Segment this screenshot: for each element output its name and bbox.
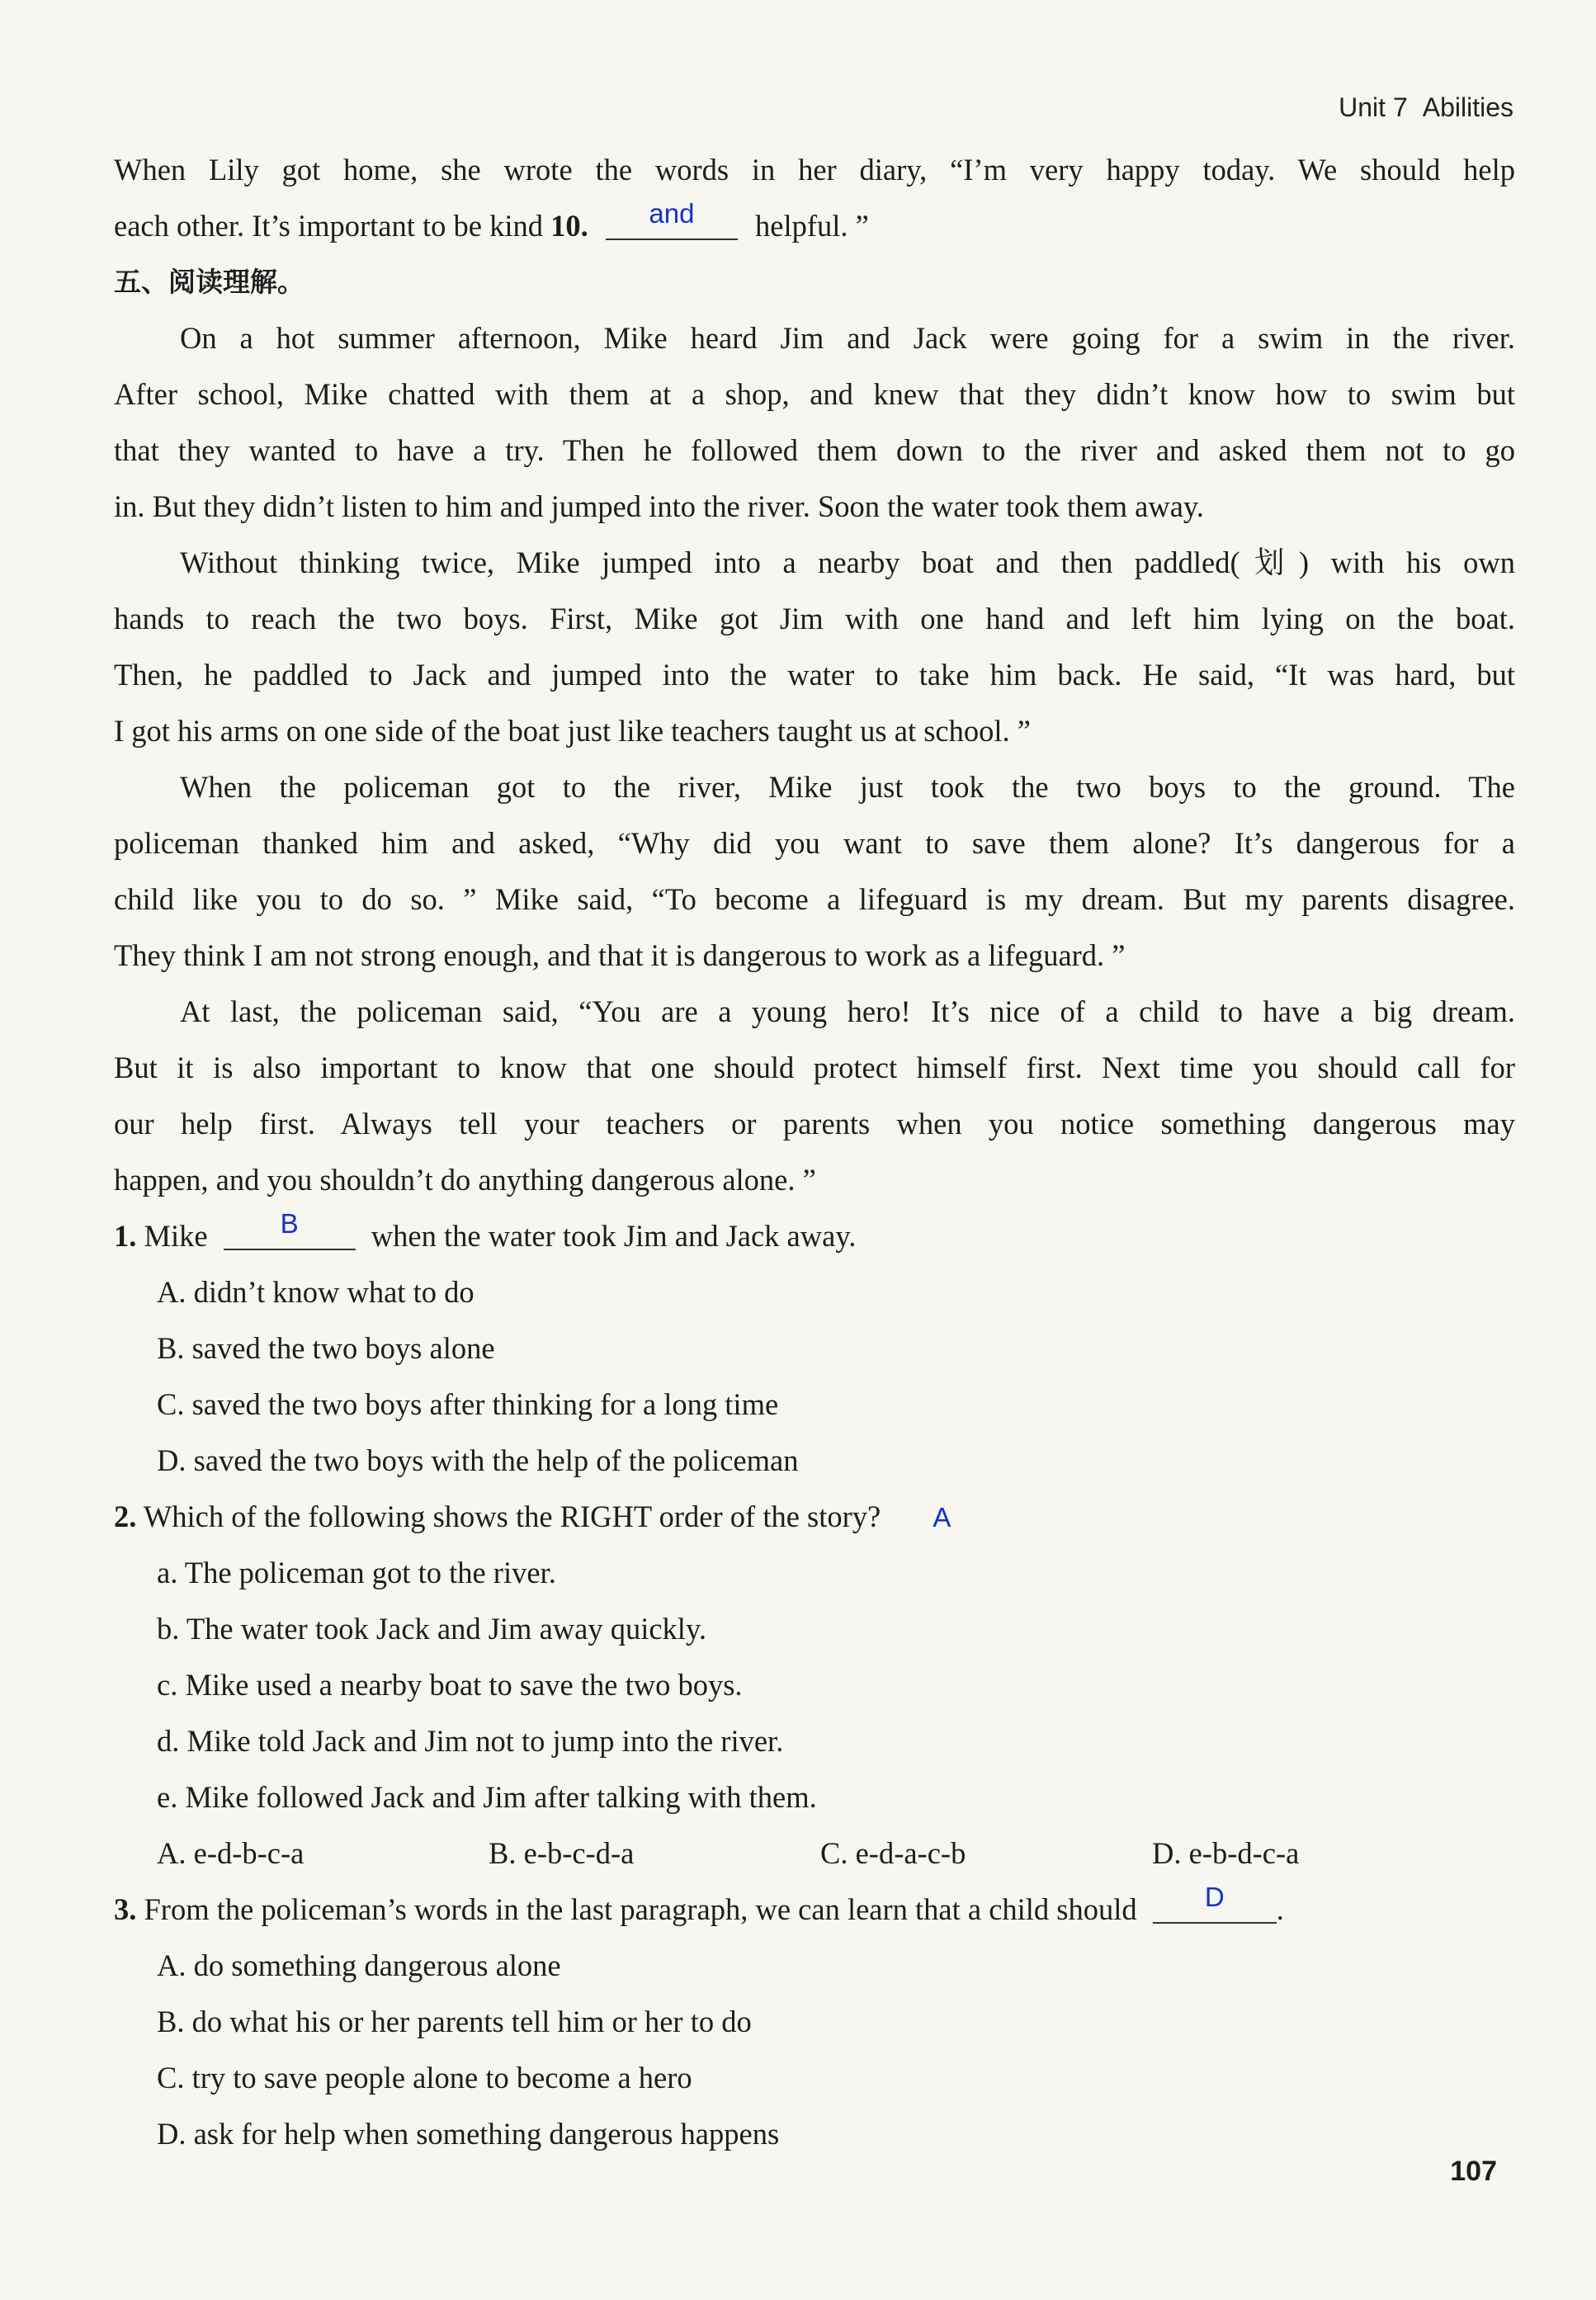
question-1: [114, 1208, 1515, 1489]
passage-line: On a hot summer afternoon, Mike heard Jim and Jack were going for a swim in the river.: [180, 321, 1515, 355]
passage-line: in. But they didn’t listen to him and jumped into the river. Soon the water took them away.: [114, 489, 1204, 523]
story-item: b. The water took Jack and Jim away quickly.: [157, 1612, 706, 1646]
unit-title: Abilities: [1422, 92, 1513, 122]
option: D. ask for help when something dangerous happens: [157, 2117, 780, 2151]
passage-line: When the policeman got to the river, Mike just took the two boys to the ground. The: [180, 770, 1515, 804]
option: C. try to save people alone to become a hero: [157, 2061, 692, 2095]
text-line: each other. It’s important to be kind 10. and helpful. ”: [114, 198, 869, 243]
answer-blank: [224, 1208, 356, 1250]
page-header: [1324, 92, 1513, 123]
option: B. do what his or her parents tell him or her to do: [157, 2005, 752, 2038]
question-2: [114, 1489, 1515, 1882]
question-number: 2.: [114, 1499, 137, 1533]
story-item: e. Mike followed Jack and Jim after talking with them.: [157, 1780, 817, 1814]
page-content: [114, 142, 1515, 2162]
option: A. do something dangerous alone: [157, 1948, 561, 1982]
passage-line: that they wanted to have a try. Then he followed them down to the river and asked them not to go: [114, 433, 1515, 467]
passage-line: But it is also important to know that one should protect himself first. Next time you should call for: [114, 1051, 1515, 1084]
passage-line: Without thinking twice, Mike jumped into a nearby boat and then paddled(划) with his own: [180, 545, 1515, 579]
handwritten-answer: B: [280, 1208, 299, 1239]
question-number: 3.: [114, 1892, 137, 1926]
question-number: 1.: [114, 1219, 137, 1253]
passage-line: Then, he paddled to Jack and jumped into the water to take him back. He said, “It was hard, but: [114, 658, 1515, 692]
option: D. saved the two boys with the help of the policeman: [157, 1443, 799, 1477]
option: B. e-b-c-d-a: [489, 1836, 635, 1870]
question-stem: 1. Mike B when the water took Jim and Jack away.: [114, 1208, 857, 1253]
story-item: a. The policeman got to the river.: [157, 1556, 556, 1589]
question-stem: 3. From the policeman’s words in the last paragraph, we can learn that a child should D .: [114, 1882, 1284, 1926]
passage-line: happen, and you shouldn’t do anything dangerous alone. ”: [114, 1163, 816, 1197]
unit-label: Unit 7: [1339, 92, 1408, 122]
question-stem: 2. Which of the following shows the RIGHT order of the story? A: [114, 1499, 951, 1533]
passage-line: policeman thanked him and asked, “Why did you want to save them alone? It’s dangerous for a: [114, 826, 1515, 860]
handwritten-answer: D: [1204, 1882, 1225, 1912]
passage-line: They think I am not strong enough, and that it is dangerous to work as a lifeguard. ”: [114, 938, 1126, 972]
passage-line: our help first. Always tell your teachers or parents when you notice something dangerous may: [114, 1107, 1515, 1141]
option-row: [114, 1825, 1515, 1882]
story-item: c. Mike used a nearby boat to save the two boys.: [157, 1668, 743, 1702]
passage-line: After school, Mike chatted with them at a shop, and knew that they didn’t know how to swim but: [114, 377, 1515, 411]
answer-blank: [606, 198, 738, 240]
section-title: 五、阅读理解。: [114, 266, 305, 298]
text-line: When Lily got home, she wrote the words in her diary, “I’m very happy today. We should help: [114, 153, 1515, 187]
option: B. saved the two boys alone: [157, 1331, 495, 1365]
option: A. e-d-b-c-a: [157, 1836, 305, 1870]
passage-line: child like you to do so. ” Mike said, “To become a lifeguard is my dream. But my parents disagree.: [114, 882, 1515, 916]
option: A. didn’t know what to do: [157, 1275, 475, 1309]
reading-passage: [114, 310, 1515, 1208]
passage-line: At last, the policeman said, “You are a young hero! It’s nice of a child to have a big dream.: [180, 994, 1515, 1028]
question-3: [114, 1882, 1515, 2162]
story-item: d. Mike told Jack and Jim not to jump into the river.: [157, 1724, 784, 1758]
question-number: 10.: [550, 209, 588, 243]
option: D. e-b-d-c-a: [1152, 1836, 1300, 1870]
answer-blank: [1153, 1882, 1277, 1924]
passage-line: hands to reach the two boys. First, Mike got Jim with one hand and left him lying on the boat.: [114, 602, 1515, 635]
handwritten-answer: A: [933, 1502, 951, 1533]
page-number: 107: [1450, 2156, 1497, 2187]
option: C. e-d-a-c-b: [820, 1836, 966, 1870]
handwritten-answer: and: [649, 198, 695, 229]
passage-line: I got his arms on one side of the boat just like teachers taught us at school. ”: [114, 714, 1031, 748]
option: C. saved the two boys after thinking for a long time: [157, 1387, 779, 1421]
